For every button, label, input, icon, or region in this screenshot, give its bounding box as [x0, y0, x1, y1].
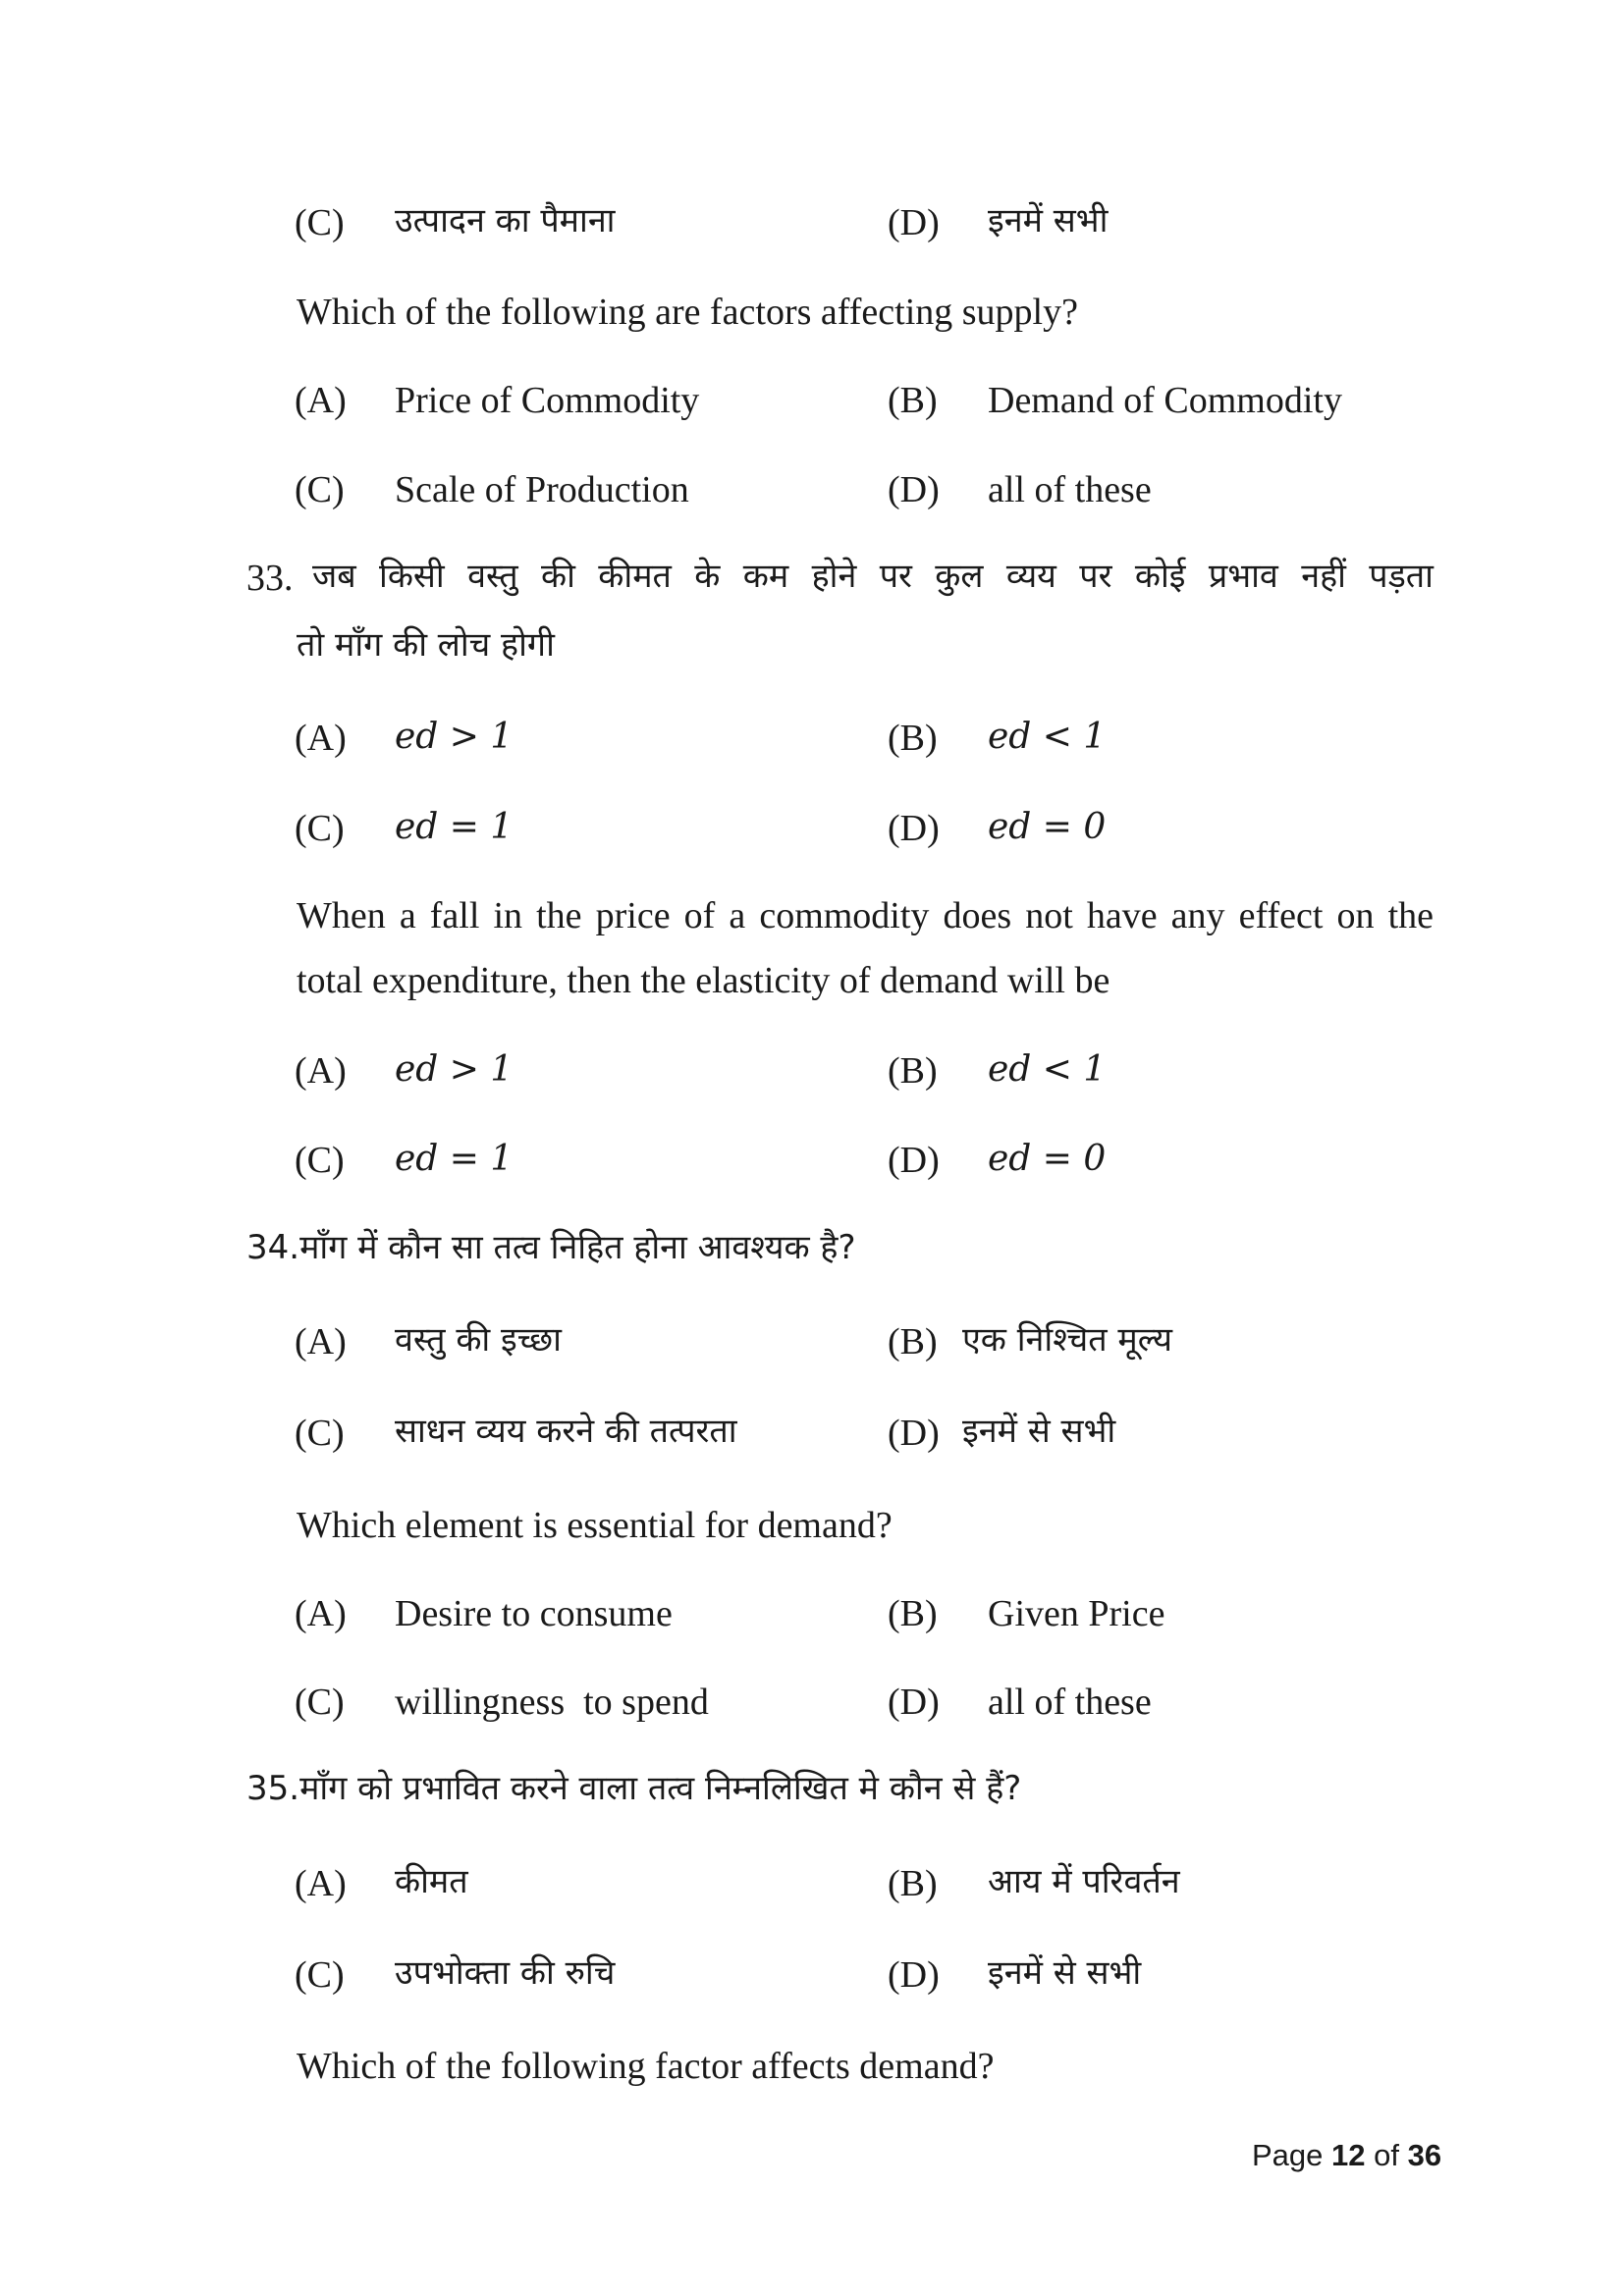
page-number — [1252, 2138, 1441, 2173]
option-text: Given Price — [988, 1593, 1165, 1634]
page-total: 36 — [1407, 2138, 1442, 2172]
option-label: (A) — [295, 1050, 347, 1092]
option-label: (D) — [888, 1682, 940, 1723]
question-text: Which element is essential for demand? — [297, 1505, 893, 1546]
option-math: ed = 1 — [395, 1139, 514, 1179]
option-text: कीमत — [395, 1862, 468, 1901]
option-label: (A) — [295, 1863, 347, 1904]
option-text: उपभोक्ता की रुचि — [395, 1953, 616, 1993]
option-label: (B) — [888, 718, 938, 759]
option-label: (B) — [888, 380, 938, 421]
option-label: (D) — [888, 469, 940, 510]
option-text: willingness to spend — [395, 1682, 709, 1723]
question-text: 34.माँग में कौन सा तत्व निहित होना आवश्यक है? — [246, 1228, 856, 1267]
question-text: When a fall in the price of a commodity does not have any effect on the — [297, 895, 1434, 936]
option-label: (B) — [888, 1863, 938, 1904]
option-label: (C) — [295, 202, 345, 243]
option-label: (B) — [888, 1050, 938, 1092]
page-of: of — [1374, 2138, 1399, 2172]
option-math: ed > 1 — [395, 717, 514, 757]
option-label: (C) — [295, 469, 345, 510]
question-text: जब किसी वस्तु की कीमत के कम होने पर कुल व्यय पर कोई प्रभाव नहीं पड़ता — [312, 557, 1434, 596]
option-math: ed > 1 — [395, 1049, 514, 1090]
option-text: Demand of Commodity — [988, 380, 1342, 421]
option-text: इनमें से सभी — [962, 1412, 1116, 1451]
option-label: (D) — [888, 1954, 940, 1996]
option-label: (D) — [888, 202, 940, 243]
option-label: (C) — [295, 1682, 345, 1723]
option-text: all of these — [988, 1682, 1152, 1723]
option-text: वस्तु की इच्छा — [395, 1320, 562, 1360]
option-label: (A) — [295, 718, 347, 759]
question-text: Which of the following factor affects demand? — [297, 2046, 995, 2087]
question-text: 35.माँग को प्रभावित करने वाला तत्व निम्नलिखित मे कौन से हैं? — [246, 1769, 1022, 1808]
option-math: ed < 1 — [988, 717, 1107, 757]
option-text: Price of Commodity — [395, 380, 700, 421]
option-text: आय में परिवर्तन — [988, 1862, 1180, 1901]
option-math: ed = 1 — [395, 807, 514, 847]
option-label: (C) — [295, 1413, 345, 1454]
option-label: (B) — [888, 1321, 938, 1362]
option-label: (D) — [888, 1140, 940, 1181]
question-number: 33. — [246, 558, 294, 599]
option-text: इनमें सभी — [988, 201, 1109, 240]
option-label: (B) — [888, 1593, 938, 1634]
option-math: ed < 1 — [988, 1049, 1107, 1090]
question-text: total expenditure, then the elasticity of demand will be — [297, 960, 1110, 1001]
option-label: (A) — [295, 380, 347, 421]
option-label: (A) — [295, 1593, 347, 1634]
question-text: तो माँग की लोच होगी — [297, 625, 555, 665]
option-text: all of these — [988, 469, 1152, 510]
option-label: (C) — [295, 1954, 345, 1996]
page-current: 12 — [1331, 2138, 1366, 2172]
option-label: (D) — [888, 1413, 940, 1454]
option-text: Desire to consume — [395, 1593, 673, 1634]
option-label: (C) — [295, 808, 345, 849]
option-text: Scale of Production — [395, 469, 689, 510]
option-label: (D) — [888, 808, 940, 849]
option-text: एक निश्चित मूल्य — [962, 1320, 1173, 1360]
option-text: साधन व्यय करने की तत्परता — [395, 1412, 737, 1451]
option-text: उत्पादन का पैमाना — [395, 201, 616, 240]
question-text: Which of the following are factors affecting supply? — [297, 292, 1078, 333]
option-math: ed = 0 — [988, 1139, 1107, 1179]
option-text: इनमें से सभी — [988, 1953, 1142, 1993]
option-label: (C) — [295, 1140, 345, 1181]
page-prefix: Page — [1252, 2138, 1324, 2172]
option-math: ed = 0 — [988, 807, 1107, 847]
option-label: (A) — [295, 1321, 347, 1362]
